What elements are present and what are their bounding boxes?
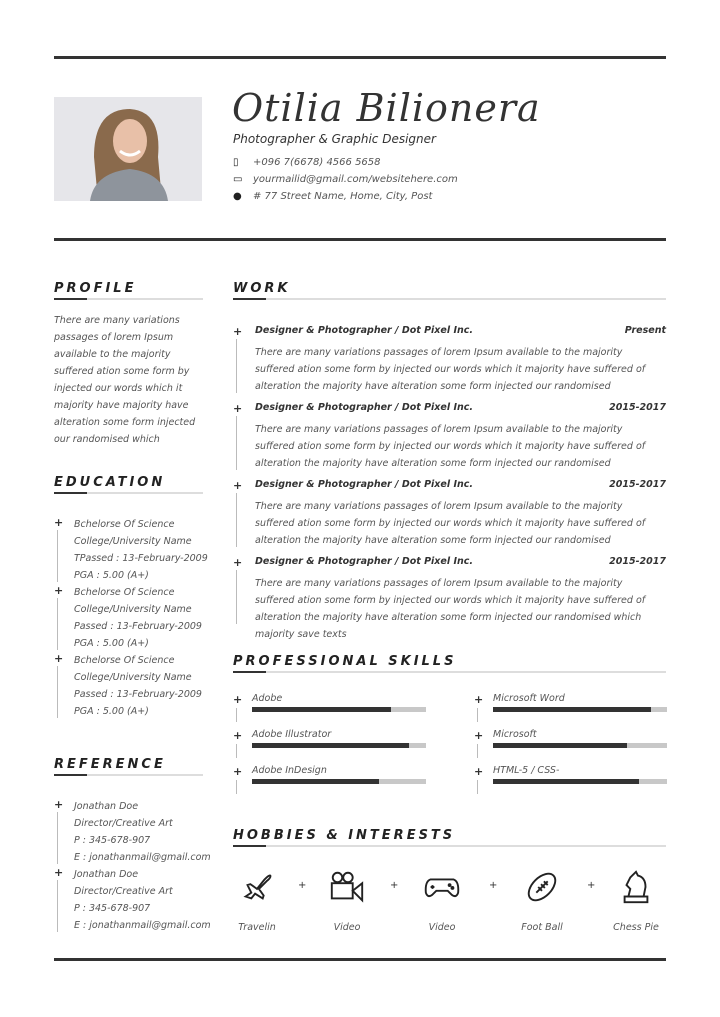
job-date: 2015-2017 (609, 402, 666, 413)
heading-underline (54, 774, 203, 776)
ref-email[interactable]: E : jonathanmail@gmail.com (74, 852, 211, 863)
plus-icon: + (233, 325, 243, 338)
skill-bar (493, 743, 667, 748)
bottom-rule (54, 958, 666, 961)
skills-heading: PROFESSIONAL SKILLS (233, 654, 457, 669)
hobby-label: Foot Ball (521, 922, 563, 933)
chess-knight-icon (617, 868, 655, 906)
video-camera-icon (328, 868, 366, 906)
skill-item (233, 693, 426, 729)
hobby-gaming (407, 868, 477, 933)
hobby-label: Video (333, 922, 361, 933)
hobbies-heading: HOBBIES & INTERESTS (233, 828, 456, 843)
plus-icon: + (233, 402, 243, 415)
hobbies-section (233, 828, 666, 847)
work-item (233, 479, 666, 549)
skill-bar-fill (252, 707, 391, 712)
phone-icon: ▯ (233, 157, 239, 168)
plus-icon: + (390, 880, 399, 891)
skill-label: Adobe InDesign (252, 765, 327, 776)
heading-underline (54, 492, 203, 494)
skill-bar-fill (252, 779, 379, 784)
degree: Bchelorse Of Science (74, 519, 175, 530)
plus-icon: + (233, 693, 243, 706)
plus-icon: + (474, 729, 484, 742)
plus-icon: + (54, 798, 64, 811)
work-item (233, 556, 666, 643)
school: College/University Name (74, 672, 192, 683)
work-item (233, 325, 666, 395)
skill-bar (252, 743, 426, 748)
job-date: Present (624, 325, 666, 336)
candidate-name: Otilia Bilionera (232, 86, 541, 130)
school: College/University Name (74, 536, 192, 547)
plus-icon: + (298, 880, 307, 891)
degree: Bchelorse Of Science (74, 655, 175, 666)
top-rule (54, 56, 666, 59)
skill-label: Microsoft Word (493, 693, 565, 704)
ref-name: Jonathan Doe (74, 801, 139, 812)
education-item (54, 584, 234, 652)
passed-date: Passed : 13-February-2009 (74, 689, 202, 700)
reference-item (54, 866, 234, 934)
airplane-icon (238, 868, 276, 906)
heading-underline (54, 298, 203, 300)
ref-position: Director/Creative Art (74, 886, 173, 897)
job-description: There are many variations passages of lorem Ipsum available to the majority suffered ation some form by injected our words which it majority have suffered of alteration the majority have alteration some form injected our randomised (255, 501, 646, 546)
header-rule (54, 238, 666, 241)
skill-label: Microsoft (493, 729, 537, 740)
skill-item (474, 765, 667, 801)
skill-bar-fill (493, 743, 627, 748)
email-text[interactable]: yourmailid@gmail.com/websitehere.com (253, 174, 458, 185)
job-title: Designer & Photographer / Dot Pixel Inc. (255, 479, 473, 490)
plus-icon: + (54, 584, 64, 597)
skill-bar (493, 707, 667, 712)
profile-heading: PROFILE (54, 281, 137, 296)
skill-label: Adobe Illustrator (252, 729, 332, 740)
plus-icon: + (474, 693, 484, 706)
reference-heading: REFERENCE (54, 757, 166, 772)
profile-text: There are many variations passages of lorem Ipsum available to the majority suffered ation some form by injected our words which it majority have majority have alteration some form injected our randomised which (54, 315, 196, 445)
profile-photo (54, 97, 202, 201)
gpa: PGA : 5.00 (A+) (74, 638, 149, 649)
hobby-video (312, 868, 382, 933)
passed-date: Passed : 13-February-2009 (74, 621, 202, 632)
skill-label: Adobe (252, 693, 283, 704)
heading-underline (233, 845, 666, 847)
skill-item (233, 729, 426, 765)
skill-bar-fill (493, 707, 651, 712)
job-date: 2015-2017 (609, 556, 666, 567)
hobby-travel (222, 868, 292, 933)
gamepad-icon (423, 868, 461, 906)
phone-text: +096 7(6678) 4566 5658 (253, 157, 381, 168)
address-text: # 77 Street Name, Home, City, Post (253, 191, 433, 202)
job-description: There are many variations passages of lorem Ipsum available to the majority suffered ation some form by injected our words which it majority have suffered of alteration the majority have alteration some form injected our randomised (255, 347, 646, 392)
ref-phone: P : 345-678-907 (74, 835, 151, 846)
job-description: There are many variations passages of lorem Ipsum available to the majority suffered ation some form by injected our words which it majority have suffered of alteration the majority have alteration some form injected our randomised which majority save texts (255, 578, 646, 640)
plus-icon: + (587, 880, 596, 891)
contact-address (233, 191, 432, 202)
work-item (233, 402, 666, 472)
gpa: PGA : 5.00 (A+) (74, 706, 149, 717)
work-section (233, 281, 666, 300)
skill-bar (493, 779, 667, 784)
job-title: Designer & Photographer / Dot Pixel Inc. (255, 325, 473, 336)
hobby-label: Video (428, 922, 456, 933)
job-title: Designer & Photographer / Dot Pixel Inc. (255, 556, 473, 567)
candidate-role: Photographer & Graphic Designer (233, 132, 436, 146)
hobby-chess (601, 868, 671, 933)
job-description: There are many variations passages of lorem Ipsum available to the majority suffered ation some form by injected our words which it majority have suffered of alteration the majority have alteration some form injected our randomised (255, 424, 646, 469)
skill-label: HTML-5 / CSS- (493, 765, 560, 776)
skill-bar (252, 779, 426, 784)
plus-icon: + (54, 516, 64, 529)
gpa: PGA : 5.00 (A+) (74, 570, 149, 581)
hobby-label: Travelin (238, 922, 276, 933)
hobby-label: Chess Pie (613, 922, 659, 933)
hobby-football (507, 868, 577, 933)
skill-bar-fill (252, 743, 409, 748)
contact-email (233, 174, 458, 185)
work-heading: WORK (233, 281, 291, 296)
school: College/University Name (74, 604, 192, 615)
plus-icon: + (233, 729, 243, 742)
ref-email[interactable]: E : jonathanmail@gmail.com (74, 920, 211, 931)
reference-section (54, 757, 211, 934)
plus-icon: + (233, 479, 243, 492)
skills-section (233, 654, 666, 673)
football-icon (523, 868, 561, 906)
passed-date: TPassed : 13-February-2009 (74, 553, 208, 564)
ref-phone: P : 345-678-907 (74, 903, 151, 914)
education-section (54, 475, 208, 720)
plus-icon: + (54, 652, 64, 665)
education-item (54, 516, 234, 584)
contact-phone (233, 157, 381, 168)
job-date: 2015-2017 (609, 479, 666, 490)
plus-icon: + (489, 880, 498, 891)
skill-bar (252, 707, 426, 712)
skill-bar-fill (493, 779, 639, 784)
skill-item (233, 765, 426, 801)
plus-icon: + (233, 556, 243, 569)
skill-item (474, 693, 667, 729)
degree: Bchelorse Of Science (74, 587, 175, 598)
ref-position: Director/Creative Art (74, 818, 173, 829)
reference-item (54, 798, 234, 866)
education-item (54, 652, 234, 720)
job-title: Designer & Photographer / Dot Pixel Inc. (255, 402, 473, 413)
heading-underline (233, 671, 666, 673)
heading-underline (233, 298, 666, 300)
profile-section (54, 281, 203, 448)
education-heading: EDUCATION (54, 475, 166, 490)
skill-item (474, 729, 667, 765)
laptop-icon: ▭ (233, 174, 243, 185)
map-pin-icon: ● (233, 191, 242, 202)
ref-name: Jonathan Doe (74, 869, 139, 880)
plus-icon: + (474, 765, 484, 778)
plus-icon: + (233, 765, 243, 778)
plus-icon: + (54, 866, 64, 879)
